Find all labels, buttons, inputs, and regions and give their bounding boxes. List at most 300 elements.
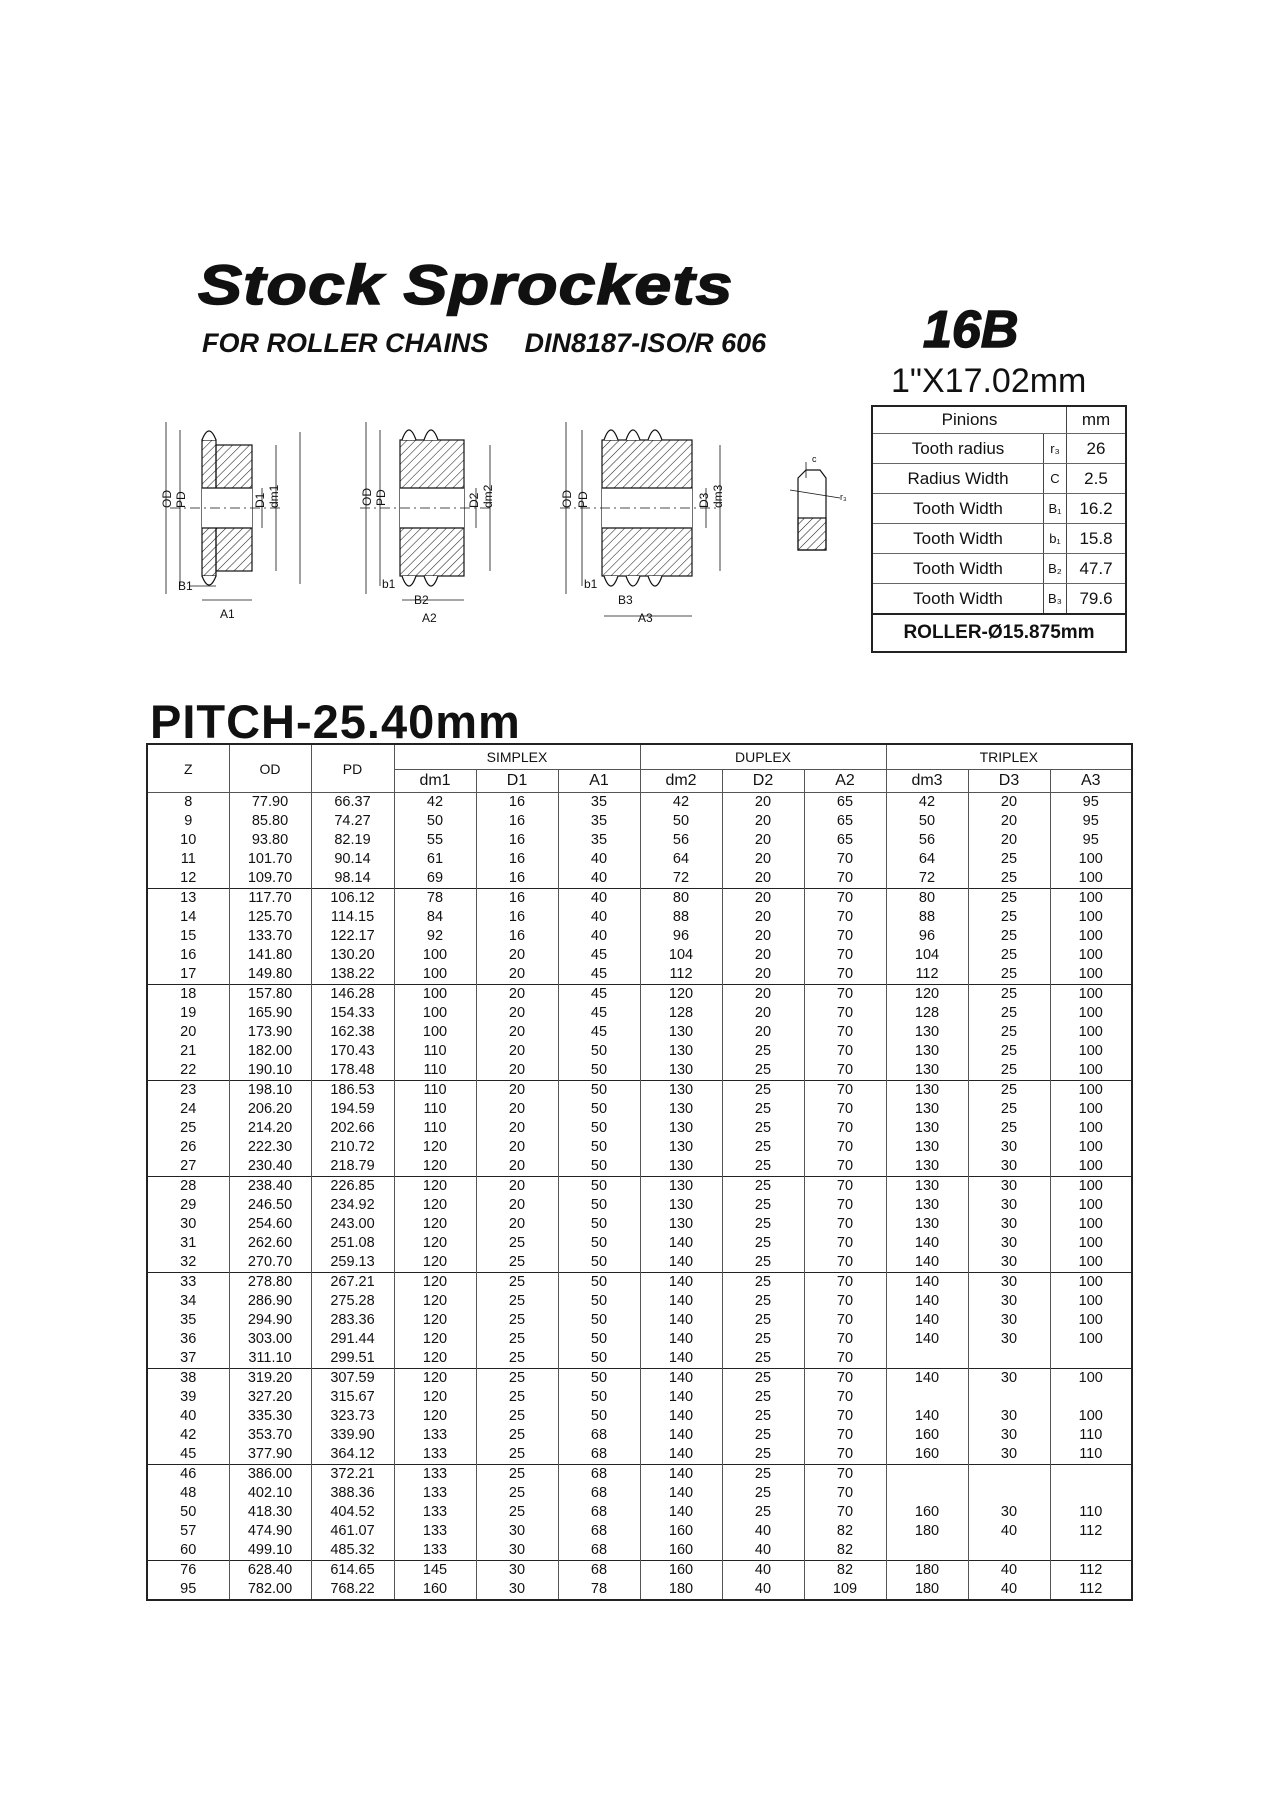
table-cell-a1: 50 <box>558 1119 640 1138</box>
table-cell-pd: 130.20 <box>311 946 394 965</box>
table-cell-dm3: 180 <box>886 1561 968 1581</box>
table-cell-a1: 40 <box>558 927 640 946</box>
table-cell-d2: 20 <box>722 869 804 889</box>
table-cell-d1: 16 <box>476 927 558 946</box>
table-cell-z: 32 <box>147 1253 229 1273</box>
table-cell-pd: 66.37 <box>311 793 394 813</box>
group-header-triplex: TRIPLEX <box>886 744 1132 770</box>
table-cell-a2: 70 <box>804 889 886 909</box>
table-cell-d2: 20 <box>722 965 804 985</box>
table-cell-dm2: 130 <box>640 1081 722 1101</box>
table-cell-pd: 307.59 <box>311 1369 394 1389</box>
table-cell-a3: 110 <box>1050 1445 1132 1465</box>
tooth-profile-diagram <box>790 462 840 550</box>
table-cell-dm2: 140 <box>640 1349 722 1369</box>
table-cell-a1: 50 <box>558 1253 640 1273</box>
table-cell-d3 <box>968 1349 1050 1369</box>
table-cell-a2: 70 <box>804 1004 886 1023</box>
table-row <box>147 1407 1132 1426</box>
table-cell-pd: 251.08 <box>311 1234 394 1253</box>
table-cell-a3: 100 <box>1050 1234 1132 1253</box>
table-cell-z: 29 <box>147 1196 229 1215</box>
table-cell-a2: 70 <box>804 1445 886 1465</box>
table-cell-z: 57 <box>147 1522 229 1541</box>
table-cell-pd: 372.21 <box>311 1465 394 1485</box>
table-cell-dm2: 130 <box>640 1215 722 1234</box>
column-header: dm3 <box>886 770 968 793</box>
table-cell-a3 <box>1050 1349 1132 1369</box>
table-cell-dm2: 140 <box>640 1503 722 1522</box>
table-cell-z: 46 <box>147 1465 229 1485</box>
table-cell-z: 50 <box>147 1503 229 1522</box>
table-cell-a3 <box>1050 1541 1132 1561</box>
table-row <box>147 1196 1132 1215</box>
table-cell-z: 13 <box>147 889 229 909</box>
table-cell-dm3: 160 <box>886 1503 968 1522</box>
table-cell-od: 173.90 <box>229 1023 311 1042</box>
table-cell-od: 335.30 <box>229 1407 311 1426</box>
column-header: Z <box>147 744 229 793</box>
table-cell-d3: 20 <box>968 812 1050 831</box>
group-header-simplex: SIMPLEX <box>394 744 640 770</box>
table-cell-pd: 146.28 <box>311 985 394 1005</box>
table-cell-a2: 70 <box>804 1196 886 1215</box>
table-cell-d1: 25 <box>476 1426 558 1445</box>
table-cell-d2: 20 <box>722 1004 804 1023</box>
table-cell-pd: 138.22 <box>311 965 394 985</box>
table-cell-d1: 20 <box>476 1042 558 1061</box>
table-cell-z: 34 <box>147 1292 229 1311</box>
table-cell-a3: 100 <box>1050 1369 1132 1389</box>
table-cell-d2: 25 <box>722 1292 804 1311</box>
table-cell-a2: 70 <box>804 1081 886 1101</box>
table-cell-od: 85.80 <box>229 812 311 831</box>
table-cell-d2: 25 <box>722 1061 804 1081</box>
label-b1-lower: b1 <box>382 577 396 591</box>
table-cell-dm3: 130 <box>886 1138 968 1157</box>
table-cell-dm1: 133 <box>394 1426 476 1445</box>
table-cell-d1: 30 <box>476 1522 558 1541</box>
table-cell-pd: 122.17 <box>311 927 394 946</box>
table-cell-dm1: 120 <box>394 1196 476 1215</box>
table-cell-a3: 100 <box>1050 1177 1132 1197</box>
table-cell-dm2: 72 <box>640 869 722 889</box>
table-cell-d3: 30 <box>968 1273 1050 1293</box>
table-cell-d1: 20 <box>476 1081 558 1101</box>
table-cell-dm3: 120 <box>886 985 968 1005</box>
table-cell-dm2: 130 <box>640 1061 722 1081</box>
table-cell-d2: 20 <box>722 927 804 946</box>
table-cell-dm3 <box>886 1541 968 1561</box>
table-cell-od: 286.90 <box>229 1292 311 1311</box>
spec-symbol: B₂ <box>1044 554 1067 584</box>
table-cell-a1: 50 <box>558 1196 640 1215</box>
column-header: OD <box>229 744 311 793</box>
table-cell-pd: 461.07 <box>311 1522 394 1541</box>
label-dm2: dm2 <box>481 484 495 508</box>
table-cell-a2: 70 <box>804 1407 886 1426</box>
table-cell-pd: 90.14 <box>311 850 394 869</box>
table-cell-z: 8 <box>147 793 229 813</box>
sprocket-diagrams <box>150 400 850 640</box>
table-cell-dm3: 140 <box>886 1407 968 1426</box>
column-header: PD <box>311 744 394 793</box>
table-cell-dm1: 55 <box>394 831 476 850</box>
table-cell-dm2: 88 <box>640 908 722 927</box>
table-cell-dm1: 133 <box>394 1445 476 1465</box>
table-cell-a2: 70 <box>804 1311 886 1330</box>
table-cell-dm3: 180 <box>886 1580 968 1600</box>
table-cell-a3: 100 <box>1050 908 1132 927</box>
pinion-spec-table <box>871 405 1127 653</box>
table-cell-a2: 70 <box>804 985 886 1005</box>
table-cell-d2: 25 <box>722 1465 804 1485</box>
table-cell-a2: 70 <box>804 1119 886 1138</box>
table-row <box>147 1234 1132 1253</box>
table-cell-a1: 50 <box>558 1215 640 1234</box>
table-cell-d3 <box>968 1541 1050 1561</box>
table-cell-a2: 70 <box>804 1234 886 1253</box>
table-cell-a3: 95 <box>1050 831 1132 850</box>
table-cell-od: 278.80 <box>229 1273 311 1293</box>
table-cell-dm1: 120 <box>394 1177 476 1197</box>
table-cell-dm2: 130 <box>640 1157 722 1177</box>
table-row <box>147 1100 1132 1119</box>
table-row <box>147 1061 1132 1081</box>
table-cell-od: 294.90 <box>229 1311 311 1330</box>
spec-symbol: b₁ <box>1044 524 1067 554</box>
spec-symbol: r₃ <box>1044 434 1067 464</box>
table-cell-d2: 25 <box>722 1100 804 1119</box>
table-cell-a1: 50 <box>558 1407 640 1426</box>
label-od-2: OD <box>360 488 374 506</box>
table-cell-d2: 25 <box>722 1311 804 1330</box>
label-od-3: OD <box>560 490 574 508</box>
table-cell-dm3: 130 <box>886 1100 968 1119</box>
table-cell-a2: 70 <box>804 1388 886 1407</box>
table-cell-a3: 95 <box>1050 793 1132 813</box>
table-row <box>147 1330 1132 1349</box>
spec-label: Tooth Width <box>872 584 1044 615</box>
table-cell-dm2: 140 <box>640 1484 722 1503</box>
table-cell-a2: 70 <box>804 1330 886 1349</box>
table-cell-a3 <box>1050 1484 1132 1503</box>
table-cell-dm2: 160 <box>640 1541 722 1561</box>
column-header: dm2 <box>640 770 722 793</box>
table-cell-a1: 45 <box>558 985 640 1005</box>
table-cell-dm3: 72 <box>886 869 968 889</box>
table-cell-a3: 100 <box>1050 1023 1132 1042</box>
table-cell-pd: 218.79 <box>311 1157 394 1177</box>
table-cell-d2: 25 <box>722 1484 804 1503</box>
table-cell-dm1: 120 <box>394 1215 476 1234</box>
table-cell-dm3: 180 <box>886 1522 968 1541</box>
table-cell-dm3: 160 <box>886 1445 968 1465</box>
table-cell-pd: 283.36 <box>311 1311 394 1330</box>
table-row <box>147 1004 1132 1023</box>
table-cell-a3: 100 <box>1050 1042 1132 1061</box>
spec-label: Tooth Width <box>872 494 1044 524</box>
table-cell-pd: 114.15 <box>311 908 394 927</box>
table-cell-od: 157.80 <box>229 985 311 1005</box>
table-cell-d2: 40 <box>722 1541 804 1561</box>
table-cell-z: 20 <box>147 1023 229 1042</box>
table-cell-dm1: 110 <box>394 1061 476 1081</box>
table-cell-z: 17 <box>147 965 229 985</box>
spec-header-label: Pinions <box>872 406 1067 434</box>
table-cell-od: 386.00 <box>229 1465 311 1485</box>
table-cell-d3: 30 <box>968 1426 1050 1445</box>
table-cell-pd: 768.22 <box>311 1580 394 1600</box>
sprocket-data-table <box>146 743 1133 1601</box>
table-cell-pd: 106.12 <box>311 889 394 909</box>
table-row <box>147 1311 1132 1330</box>
table-cell-d1: 25 <box>476 1234 558 1253</box>
table-cell-a2: 70 <box>804 1465 886 1485</box>
table-row <box>147 1177 1132 1197</box>
table-cell-pd: 74.27 <box>311 812 394 831</box>
table-row <box>147 1388 1132 1407</box>
table-cell-od: 262.60 <box>229 1234 311 1253</box>
table-cell-d1: 30 <box>476 1580 558 1600</box>
table-cell-dm1: 84 <box>394 908 476 927</box>
table-cell-dm1: 100 <box>394 965 476 985</box>
table-cell-z: 30 <box>147 1215 229 1234</box>
table-cell-d2: 25 <box>722 1234 804 1253</box>
table-cell-d3: 30 <box>968 1369 1050 1389</box>
table-cell-a2: 70 <box>804 1369 886 1389</box>
table-cell-d3: 30 <box>968 1503 1050 1522</box>
table-cell-a3: 100 <box>1050 889 1132 909</box>
table-cell-dm3: 80 <box>886 889 968 909</box>
column-header: A1 <box>558 770 640 793</box>
table-cell-d3: 25 <box>968 869 1050 889</box>
table-cell-dm2: 140 <box>640 1426 722 1445</box>
table-cell-dm1: 160 <box>394 1580 476 1600</box>
table-cell-d3: 30 <box>968 1330 1050 1349</box>
table-cell-d3: 30 <box>968 1311 1050 1330</box>
table-cell-dm1: 92 <box>394 927 476 946</box>
label-d2: D2 <box>467 492 481 508</box>
table-cell-d2: 20 <box>722 908 804 927</box>
spec-value: 16.2 <box>1067 494 1127 524</box>
table-cell-a2: 70 <box>804 1215 886 1234</box>
table-cell-d3: 25 <box>968 1100 1050 1119</box>
table-row <box>147 965 1132 985</box>
table-cell-dm3: 88 <box>886 908 968 927</box>
table-row <box>147 1042 1132 1061</box>
table-cell-dm1: 133 <box>394 1541 476 1561</box>
table-cell-dm2: 42 <box>640 793 722 813</box>
table-cell-d1: 20 <box>476 965 558 985</box>
table-cell-d2: 25 <box>722 1196 804 1215</box>
label-dm1: dm1 <box>267 484 281 508</box>
table-cell-z: 18 <box>147 985 229 1005</box>
table-cell-a2: 70 <box>804 1157 886 1177</box>
table-cell-pd: 162.38 <box>311 1023 394 1042</box>
table-cell-d2: 40 <box>722 1580 804 1600</box>
table-cell-z: 12 <box>147 869 229 889</box>
label-a1: A1 <box>220 607 235 621</box>
table-cell-a3: 100 <box>1050 1196 1132 1215</box>
table-cell-z: 14 <box>147 908 229 927</box>
table-cell-dm3 <box>886 1388 968 1407</box>
table-cell-dm2: 130 <box>640 1023 722 1042</box>
table-cell-z: 22 <box>147 1061 229 1081</box>
table-cell-d3: 25 <box>968 889 1050 909</box>
table-cell-a3: 100 <box>1050 927 1132 946</box>
table-cell-dm3 <box>886 1484 968 1503</box>
table-cell-od: 101.70 <box>229 850 311 869</box>
table-cell-d3: 25 <box>968 985 1050 1005</box>
table-cell-d3: 30 <box>968 1196 1050 1215</box>
table-cell-d2: 25 <box>722 1119 804 1138</box>
table-cell-dm2: 96 <box>640 927 722 946</box>
table-cell-z: 40 <box>147 1407 229 1426</box>
table-cell-a2: 70 <box>804 1349 886 1369</box>
table-cell-od: 628.40 <box>229 1561 311 1581</box>
table-cell-od: 230.40 <box>229 1157 311 1177</box>
table-cell-d1: 20 <box>476 1023 558 1042</box>
table-cell-a3: 100 <box>1050 869 1132 889</box>
table-cell-a1: 40 <box>558 889 640 909</box>
table-cell-pd: 485.32 <box>311 1541 394 1561</box>
table-cell-d1: 25 <box>476 1503 558 1522</box>
table-cell-d2: 25 <box>722 1426 804 1445</box>
table-row <box>147 1503 1132 1522</box>
table-row <box>147 1541 1132 1561</box>
table-cell-d3: 25 <box>968 927 1050 946</box>
table-cell-d1: 20 <box>476 946 558 965</box>
table-cell-dm3: 96 <box>886 927 968 946</box>
roller-diameter: ROLLER-Ø15.875mm <box>872 614 1126 652</box>
table-cell-pd: 291.44 <box>311 1330 394 1349</box>
table-cell-dm2: 160 <box>640 1561 722 1581</box>
table-cell-dm2: 112 <box>640 965 722 985</box>
table-cell-a2: 70 <box>804 1042 886 1061</box>
table-cell-a3 <box>1050 1465 1132 1485</box>
table-row <box>147 1522 1132 1541</box>
table-cell-a1: 50 <box>558 1157 640 1177</box>
table-cell-d3: 40 <box>968 1522 1050 1541</box>
table-cell-a3: 100 <box>1050 965 1132 985</box>
table-cell-d3: 25 <box>968 1042 1050 1061</box>
table-row <box>147 812 1132 831</box>
table-cell-d1: 30 <box>476 1561 558 1581</box>
table-cell-a3: 100 <box>1050 1311 1132 1330</box>
table-cell-od: 303.00 <box>229 1330 311 1349</box>
table-cell-z: 25 <box>147 1119 229 1138</box>
table-cell-a1: 50 <box>558 1311 640 1330</box>
table-cell-dm1: 120 <box>394 1407 476 1426</box>
table-cell-dm3: 140 <box>886 1234 968 1253</box>
table-cell-a2: 70 <box>804 965 886 985</box>
table-cell-a2: 70 <box>804 908 886 927</box>
table-row <box>147 1445 1132 1465</box>
table-cell-d3: 25 <box>968 850 1050 869</box>
table-cell-a1: 50 <box>558 1234 640 1253</box>
table-cell-a1: 68 <box>558 1522 640 1541</box>
table-cell-a1: 35 <box>558 793 640 813</box>
table-cell-d2: 40 <box>722 1522 804 1541</box>
table-cell-d1: 20 <box>476 1215 558 1234</box>
table-cell-z: 95 <box>147 1580 229 1600</box>
spec-symbol: B₃ <box>1044 584 1067 615</box>
table-cell-a1: 50 <box>558 1292 640 1311</box>
table-cell-pd: 364.12 <box>311 1445 394 1465</box>
table-cell-z: 48 <box>147 1484 229 1503</box>
table-cell-a1: 50 <box>558 1138 640 1157</box>
table-cell-d1: 16 <box>476 869 558 889</box>
table-cell-dm1: 61 <box>394 850 476 869</box>
spec-value: 15.8 <box>1067 524 1127 554</box>
column-header: dm1 <box>394 770 476 793</box>
table-cell-z: 42 <box>147 1426 229 1445</box>
table-cell-d3: 30 <box>968 1157 1050 1177</box>
table-row <box>147 1119 1132 1138</box>
table-cell-dm3: 112 <box>886 965 968 985</box>
table-cell-pd: 404.52 <box>311 1503 394 1522</box>
table-cell-od: 198.10 <box>229 1081 311 1101</box>
table-cell-d1: 20 <box>476 1177 558 1197</box>
chain-series: 16B <box>923 301 1019 359</box>
table-cell-d1: 20 <box>476 1138 558 1157</box>
table-cell-a3: 100 <box>1050 1215 1132 1234</box>
table-cell-a2: 70 <box>804 1503 886 1522</box>
table-cell-z: 27 <box>147 1157 229 1177</box>
table-cell-d2: 20 <box>722 812 804 831</box>
table-cell-a1: 50 <box>558 1081 640 1101</box>
table-cell-d1: 16 <box>476 850 558 869</box>
table-cell-a3: 100 <box>1050 985 1132 1005</box>
table-cell-a3: 100 <box>1050 946 1132 965</box>
table-row <box>147 1157 1132 1177</box>
table-cell-pd: 234.92 <box>311 1196 394 1215</box>
table-cell-dm1: 120 <box>394 1388 476 1407</box>
table-cell-dm2: 130 <box>640 1177 722 1197</box>
table-cell-d1: 25 <box>476 1465 558 1485</box>
table-cell-dm1: 110 <box>394 1119 476 1138</box>
table-cell-dm3 <box>886 1465 968 1485</box>
table-cell-dm3: 130 <box>886 1042 968 1061</box>
table-cell-a1: 40 <box>558 869 640 889</box>
table-cell-a3: 112 <box>1050 1580 1132 1600</box>
table-cell-a3: 100 <box>1050 1119 1132 1138</box>
table-cell-d2: 25 <box>722 1503 804 1522</box>
table-cell-a3: 112 <box>1050 1522 1132 1541</box>
label-d1: D1 <box>253 492 267 508</box>
table-cell-dm1: 133 <box>394 1484 476 1503</box>
table-cell-a2: 70 <box>804 1426 886 1445</box>
table-cell-dm3: 140 <box>886 1292 968 1311</box>
table-cell-dm2: 56 <box>640 831 722 850</box>
table-cell-a1: 68 <box>558 1445 640 1465</box>
table-cell-dm2: 104 <box>640 946 722 965</box>
table-row <box>147 1292 1132 1311</box>
table-cell-dm1: 110 <box>394 1081 476 1101</box>
table-row <box>147 1484 1132 1503</box>
table-cell-pd: 339.90 <box>311 1426 394 1445</box>
table-cell-dm1: 120 <box>394 1311 476 1330</box>
table-row <box>147 946 1132 965</box>
table-cell-od: 782.00 <box>229 1580 311 1600</box>
table-cell-dm2: 140 <box>640 1465 722 1485</box>
table-cell-dm3: 140 <box>886 1330 968 1349</box>
table-cell-z: 76 <box>147 1561 229 1581</box>
table-row <box>147 1561 1132 1581</box>
label-r3: r₃ <box>840 492 847 502</box>
table-cell-od: 77.90 <box>229 793 311 813</box>
